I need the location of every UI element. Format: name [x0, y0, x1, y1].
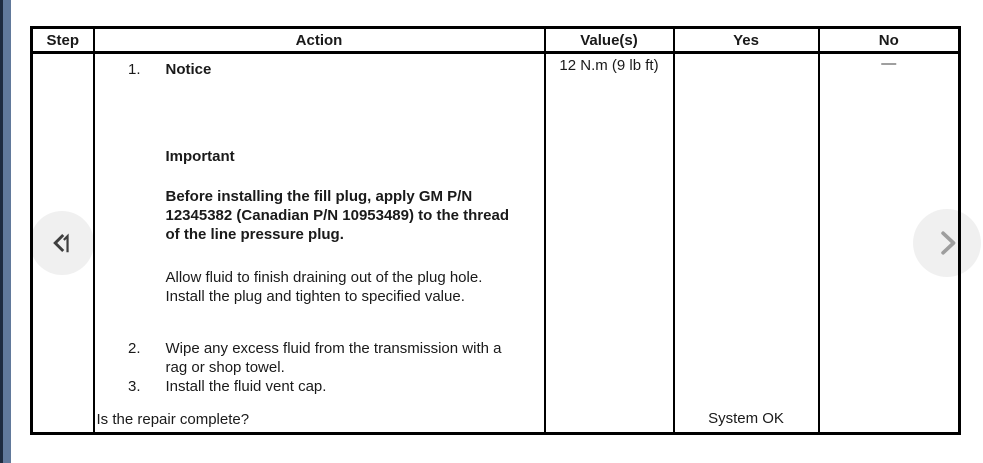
column-header-values: Value(s): [545, 28, 674, 53]
chevron-right-icon: [930, 226, 964, 260]
important-instruction: [166, 187, 538, 244]
list-item-3-number: 3.: [127, 378, 141, 395]
drain-instruction: [166, 268, 538, 306]
list-item-3: [95, 377, 538, 396]
value-cell: 12 N.m (9 lb ft): [545, 53, 674, 434]
list-item-1: [95, 60, 538, 306]
wipe-instruction-line: Wipe any excess fluid from the transmission with a: [165, 340, 502, 357]
list-item-2: [95, 339, 538, 377]
action-cell: [94, 53, 545, 434]
repair-complete-question: Is the repair complete?: [96, 411, 250, 428]
important-instruction-line: 12345382 (Canadian P/N 10953489) to the thread: [165, 207, 509, 224]
notice-label: Notice: [165, 61, 212, 78]
repair-procedure-table: [30, 26, 961, 435]
list-item-2-number: 2.: [127, 340, 141, 357]
vent-cap-instruction: Install the fluid vent cap.: [165, 378, 327, 395]
column-header-step: Step: [32, 28, 94, 53]
column-header-yes: Yes: [674, 28, 819, 53]
important-instruction-line: Before installing the fill plug, apply GM P/N: [165, 188, 473, 205]
wipe-instruction-line: rag or shop towel.: [165, 359, 285, 376]
list-item-1-number: 1.: [127, 61, 141, 78]
important-instruction-line: of the line pressure plug.: [165, 226, 344, 243]
yes-status-text: System OK: [708, 410, 784, 427]
left-accent-strip: [0, 0, 11, 463]
drain-instruction-line: Install the plug and tighten to specified value.: [165, 288, 465, 305]
chevron-left-icon: [46, 227, 78, 259]
column-header-no: No: [819, 28, 960, 53]
important-label: Important: [165, 148, 235, 165]
drain-instruction-line: Allow fluid to finish draining out of the plug hole.: [165, 269, 483, 286]
previous-page-button[interactable]: [30, 211, 94, 275]
yes-cell: [674, 53, 819, 434]
column-header-action: Action: [94, 28, 545, 53]
table-row: [32, 53, 960, 434]
action-step-list: [95, 54, 544, 396]
no-cell: —: [819, 53, 960, 434]
table-header-row: [32, 28, 960, 53]
next-page-button[interactable]: [913, 209, 981, 277]
